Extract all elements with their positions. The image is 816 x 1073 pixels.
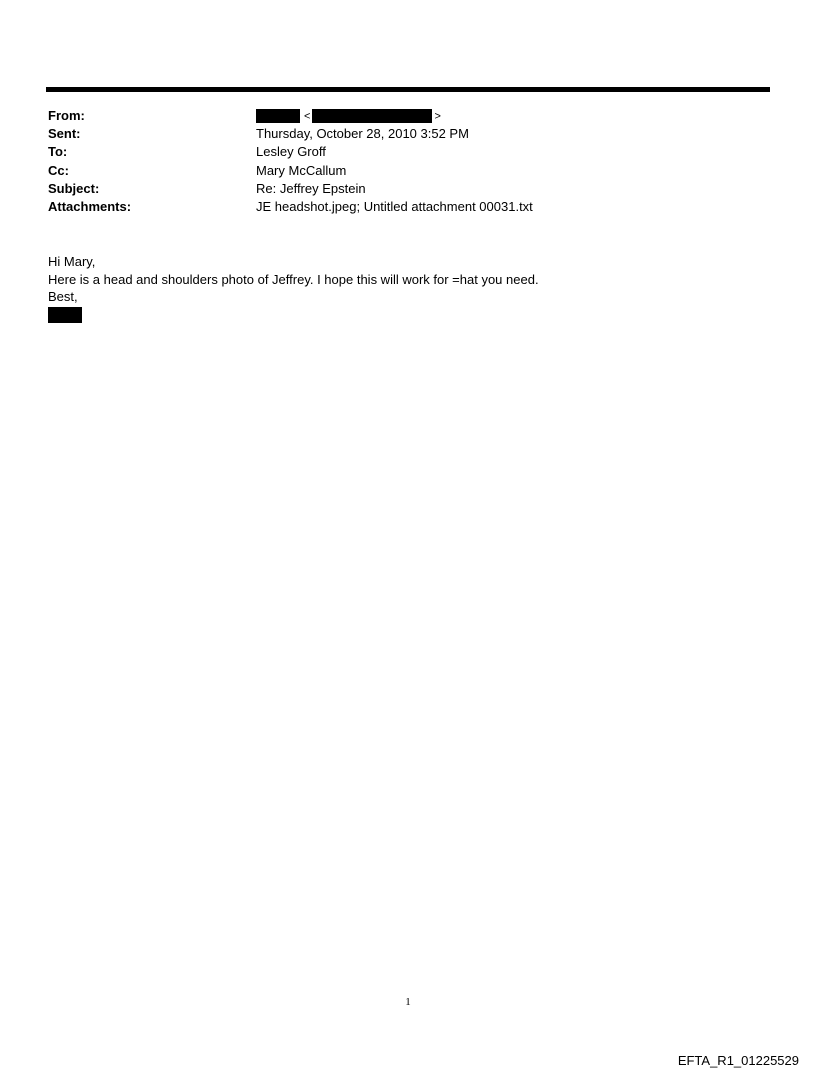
to-label: To: [48, 144, 68, 160]
subject-row [48, 180, 748, 198]
header-divider [46, 87, 770, 92]
to-value: Lesley Groff [256, 144, 326, 160]
subject-label: Subject: [48, 180, 100, 196]
from-open-bracket: < [304, 110, 311, 123]
cc-label: Cc: [48, 162, 69, 178]
sent-label: Sent: [48, 126, 81, 142]
email-body [48, 253, 768, 323]
redacted-sender-email [312, 109, 432, 123]
subject-value: Re: Jeffrey Epstein [256, 180, 366, 196]
sent-row [48, 125, 748, 143]
from-close-bracket: > [434, 110, 441, 123]
bates-number: EFTA_R1_01225529 [677, 1053, 799, 1068]
message-line: Here is a head and shoulders photo of Jeffrey. I hope this will work for =hat you need. [48, 271, 539, 287]
attachments-row [48, 198, 748, 216]
cc-value: Mary McCallum [256, 162, 347, 178]
redacted-signature [48, 307, 82, 323]
attachments-value: JE headshot.jpeg; Untitled attachment 00031.txt [256, 199, 533, 215]
email-header [48, 107, 748, 216]
from-label: From: [48, 108, 85, 124]
closing-line: Best, [48, 289, 78, 304]
from-row [48, 107, 748, 125]
to-row [48, 143, 748, 161]
page-number: 1 [405, 996, 411, 1008]
attachments-label: Attachments: [48, 199, 132, 215]
sent-value: Thursday, October 28, 2010 3:52 PM [256, 126, 469, 142]
cc-row [48, 162, 748, 180]
greeting-line: Hi Mary, [48, 254, 96, 269]
from-value [256, 107, 748, 126]
redacted-sender-name [256, 109, 300, 123]
